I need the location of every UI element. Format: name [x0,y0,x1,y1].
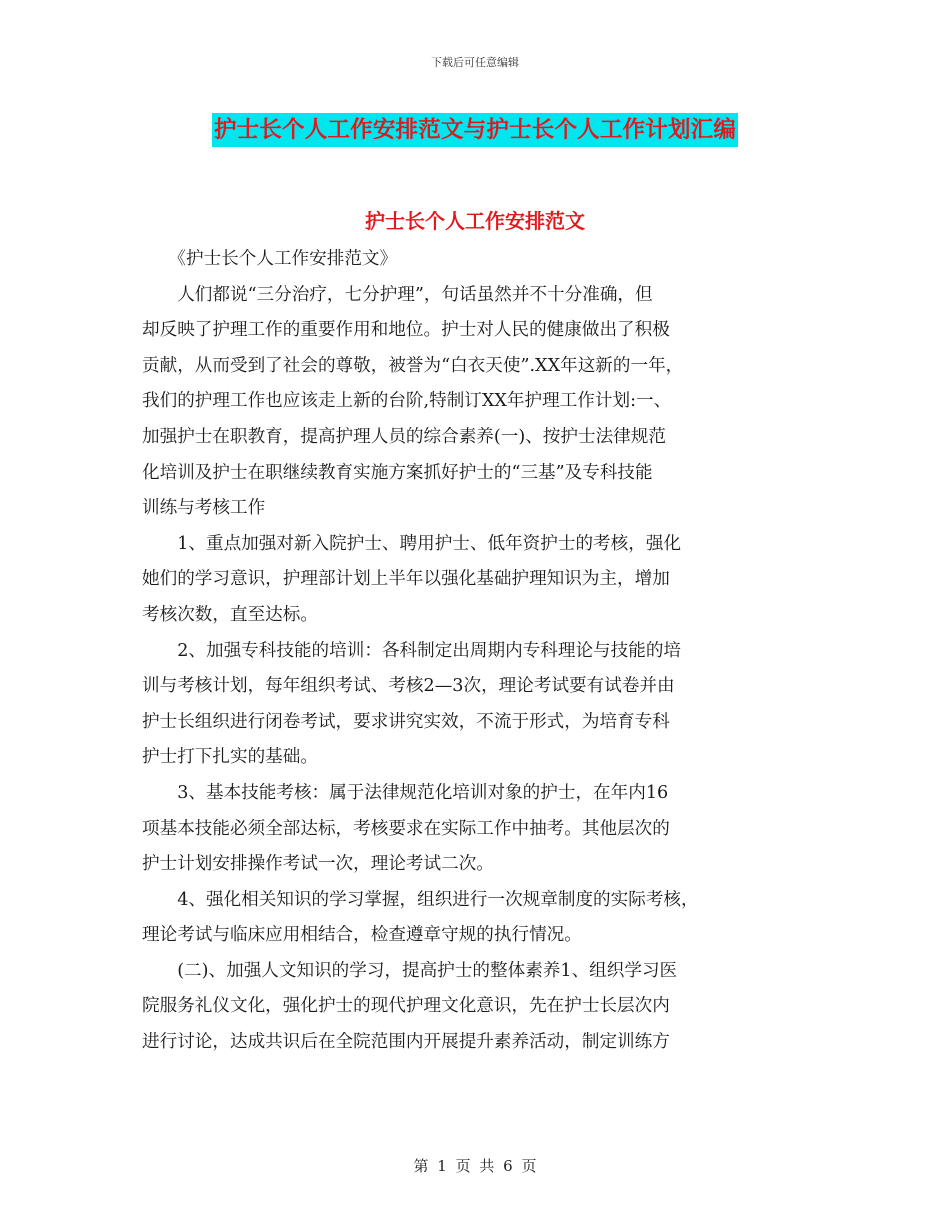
paragraph [142,776,822,883]
paragraph [142,278,822,527]
text-line: 化培训及护士在职继续教育实施方案抓好护士的“三基”及专科技能 [142,462,653,483]
paragraph [142,634,822,776]
document-body [142,242,822,1061]
total-pages: 6 [503,1157,513,1175]
text-line: 贡献，从而受到了社会的尊敬，被誉为“白衣天使”.XX年这新的一年， [142,355,684,376]
text-line: 项基本技能必须全部达标，考核要求在实际工作中抽考。其他层次的 [142,818,670,839]
footer-prefix: 第 [413,1157,429,1175]
text-line: 训与考核计划，每年组织考试、考核2—3次，理论考试要有试卷并由 [142,676,675,697]
footer-mid: 页 共 [455,1157,495,1175]
text-line: 却反映了护理工作的重要作用和地位。护士对人民的健康做出了积极 [142,320,670,341]
text-line: 人们都说“三分治疗，七分护理”，句话虽然并不十分准确，但 [142,284,653,305]
paragraph [142,883,822,954]
text-line: 4、强化相关知识的学习掌握，组织进行一次规章制度的实际考核， [142,889,699,910]
text-line: 考核次数，直至达标。 [142,604,318,625]
text-line: 加强护士在职教育，提高护理人员的综合素养(一)、按护士法律规范 [142,426,666,447]
text-line: (二)、加强人文知识的学习，提高护士的整体素养1、组织学习医 [142,960,678,981]
header-note: 下载后可任意编辑 [431,56,519,69]
footer-suffix: 页 [521,1157,537,1175]
text-line: 护士打下扎实的基础。 [142,747,318,768]
text-line: 2、加强专科技能的培训：各科制定出周期内专科理论与技能的培 [142,640,682,661]
section-title: 护士长个人工作安排范文 [365,209,585,233]
paragraph [142,242,822,278]
page-number: 1 [437,1157,447,1175]
text-line: 进行讨论，达成共识后在全院范围内开展提升素养活动，制定训练方 [142,1032,670,1053]
text-line: 3、基本技能考核：属于法律规范化培训对象的护士，在年内16 [142,782,669,803]
text-line: 护士计划安排操作考试一次，理论考试二次。 [142,854,494,875]
document-title [0,112,950,144]
paragraph [142,954,822,1061]
document-title-text: 护士长个人工作安排范文与护士长个人工作计划汇编 [212,113,738,147]
paragraph [142,527,822,634]
text-line: 《护士长个人工作安排范文》 [142,249,398,269]
text-line: 护士长组织进行闭卷考试，要求讲究实效，不流于形式，为培育专科 [142,711,670,732]
text-line: 训练与考核工作 [142,498,266,519]
text-line: 院服务礼仪文化，强化护士的现代护理文化意识，先在护士长层次内 [142,996,670,1017]
text-line: 1、重点加强对新入院护士、聘用护士、低年资护士的考核，强化 [142,533,682,554]
page-footer [0,1155,950,1176]
text-line: 理论考试与临床应用相结合，检查遵章守规的执行情况。 [142,925,582,946]
text-line: 我们的护理工作也应该走上新的台阶,特制订XX年护理工作计划:一、 [142,391,672,412]
text-line: 她们的学习意识，护理部计划上半年以强化基础护理知识为主，增加 [142,569,670,590]
